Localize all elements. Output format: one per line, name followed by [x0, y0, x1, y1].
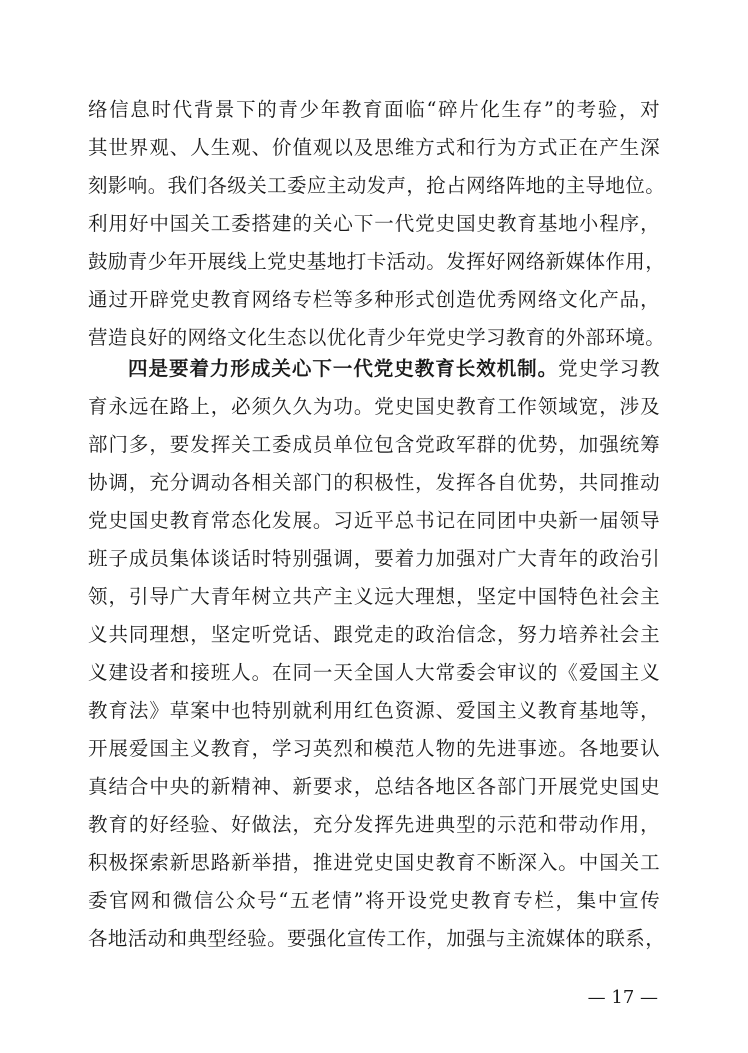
paragraph-line: 鼓励青少年开展线上党史基地打卡活动。发挥好网络新媒体作用，: [88, 250, 666, 273]
paragraph-line: 真结合中央的新精神、新要求，总结各地区各部门开展党史国史: [88, 775, 660, 798]
section-4-first-line-tail: 党史学习教: [558, 357, 660, 380]
page-number: — 17 —: [587, 987, 658, 1008]
paragraph-line: 其世界观、人生观、价值观以及思维方式和行为方式正在产生深: [88, 136, 660, 159]
paragraph-line: 党史国史教育常态化发展。习近平总书记在同团中央新一届领导: [88, 509, 660, 532]
paragraph-line: 积极探索新思路新举措，推进党史国史教育不断深入。中国关工: [88, 851, 660, 874]
paragraph-line: 利用好中国关工委搭建的关心下一代党史国史教育基地小程序，: [88, 212, 660, 235]
paragraph-line: 部门多，要发挥关工委成员单位包含党政军群的优势，加强统筹: [88, 433, 660, 456]
paragraph-line: 通过开辟党史教育网络专栏等多种形式创造优秀网络文化产品，: [88, 288, 660, 311]
paragraph-line: 班子成员集体谈话时特别强调，要着力加强对广大青年的政治引: [88, 547, 660, 570]
section-4-heading: 四是要着力形成关心下一代党史教育长效机制。: [128, 357, 559, 380]
paragraph-line: 义建设者和接班人。在同一天全国人大常委会审议的《爱国主义: [88, 661, 660, 684]
paragraph-line: 刻影响。我们各级关工委应主动发声，抢占网络阵地的主导地位。: [88, 174, 666, 197]
paragraph-line: 协调，充分调动各相关部门的积极性，发挥各自优势，共同推动: [88, 471, 660, 494]
paragraph-line: 各地活动和典型经验。要强化宣传工作，加强与主流媒体的联系，: [88, 927, 666, 950]
paragraph-line: 教育法》草案中也特别就利用红色资源、爱国主义教育基地等，: [88, 699, 660, 722]
paragraph-line: 教育的好经验、好做法，充分发挥先进典型的示范和带动作用，: [88, 813, 660, 836]
paragraph-line: 营造良好的网络文化生态以优化青少年党史学习教育的外部环境。: [88, 326, 666, 349]
paragraph-line: 络信息时代背景下的青少年教育面临“碎片化生存”的考验，对: [88, 98, 660, 121]
paragraph-line: 委官网和微信公众号“五老情”将开设党史教育专栏，集中宣传: [88, 889, 660, 912]
paragraph-line: 开展爱国主义教育，学习英烈和模范人物的先进事迹。各地要认: [88, 737, 660, 760]
paragraph-line: 育永远在路上，必须久久为功。党史国史教育工作领域宽，涉及: [88, 395, 660, 418]
section-4-first-line: [128, 354, 660, 384]
paragraph-line: 领，引导广大青年树立共产主义远大理想，坚定中国特色社会主: [88, 585, 660, 608]
paragraph-line: 义共同理想，坚定听党话、跟党走的政治信念，努力培养社会主: [88, 623, 660, 646]
